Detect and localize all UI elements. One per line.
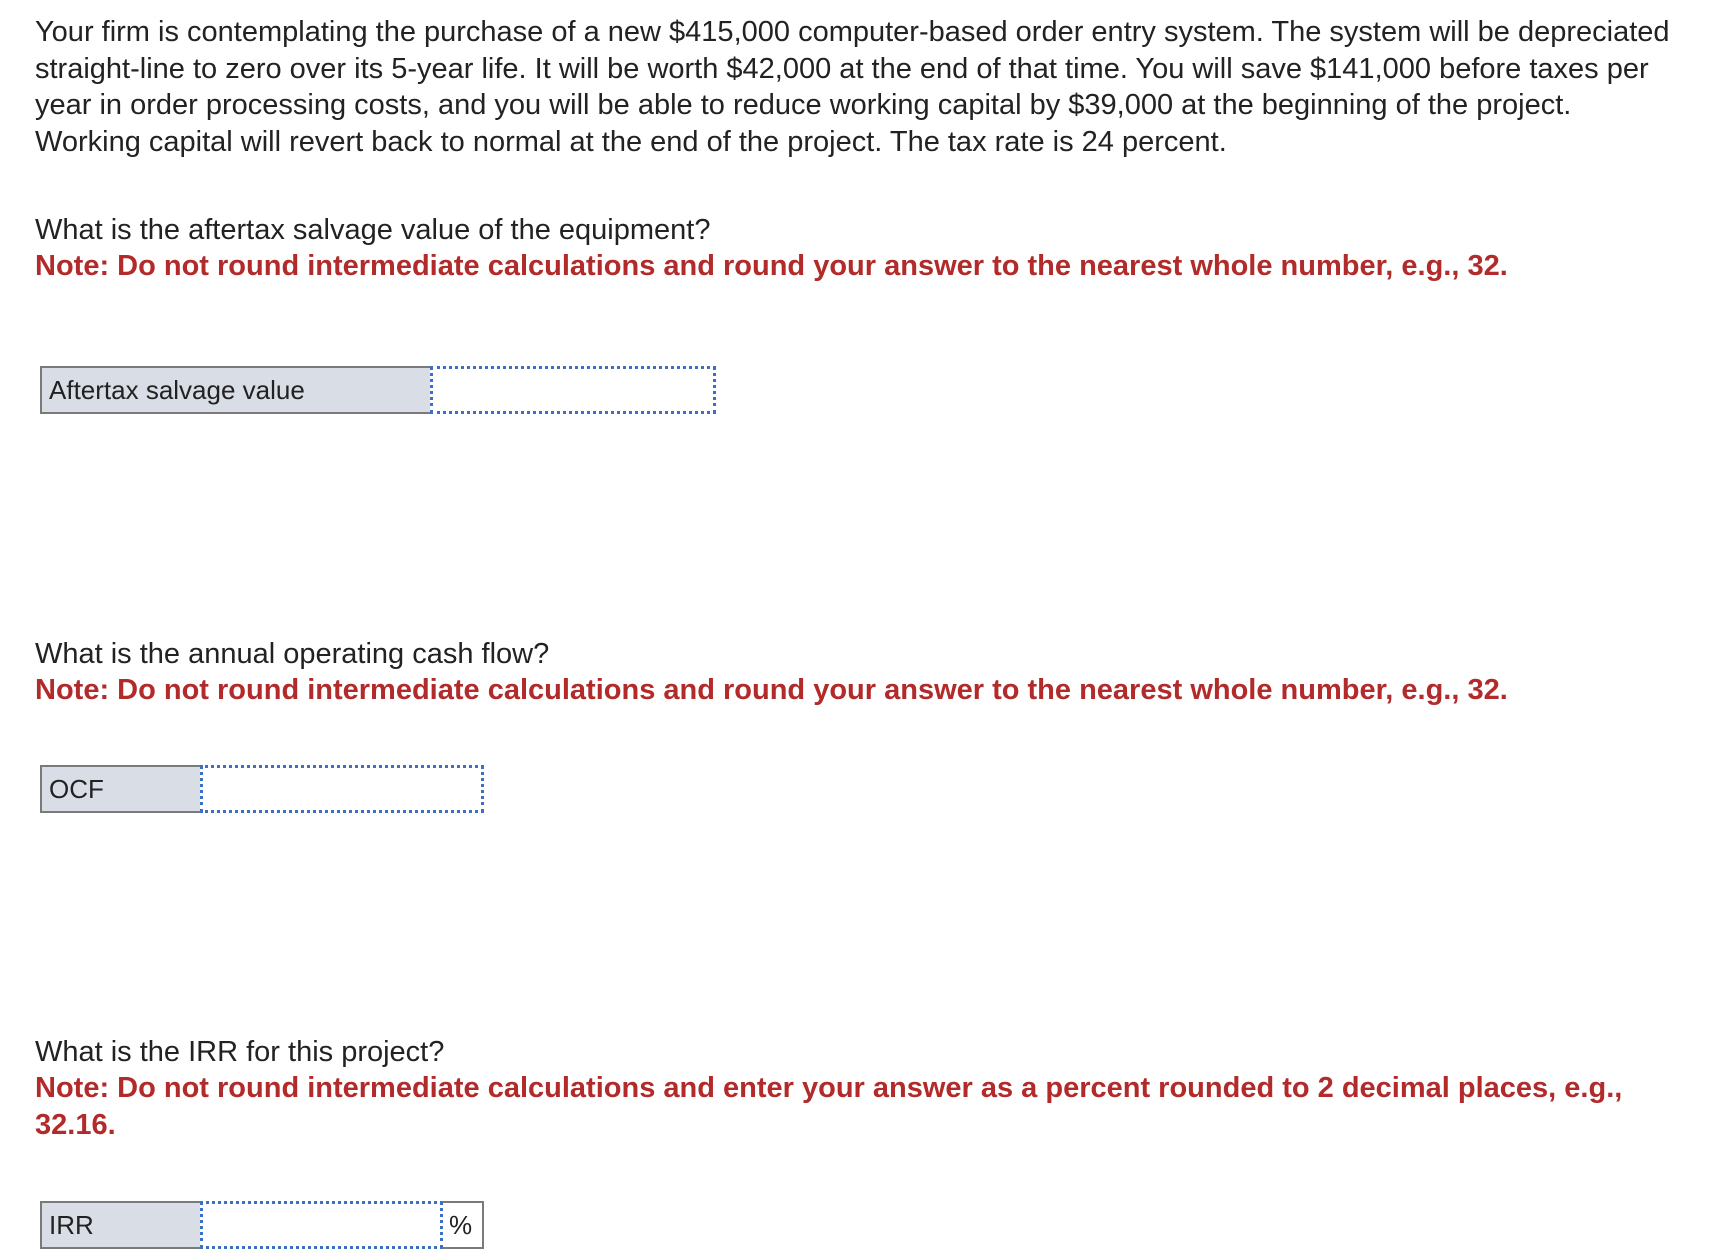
note-salvage-value: Note: Do not round intermediate calculations and round your answer to the nearest whole number, e.g., 32. bbox=[35, 250, 1508, 282]
question-ocf: What is the annual operating cash flow? bbox=[35, 638, 550, 670]
ocf-input[interactable] bbox=[200, 765, 484, 813]
question-irr: What is the IRR for this project? bbox=[35, 1036, 445, 1068]
salvage-value-input[interactable] bbox=[430, 366, 716, 414]
answer-label-irr: IRR bbox=[40, 1201, 200, 1249]
note-ocf: Note: Do not round intermediate calculations and round your answer to the nearest whole number, e.g., 32. bbox=[35, 674, 1508, 706]
note-irr: Note: Do not round intermediate calculations and enter your answer as a percent rounded to 2 decimal places, e.g., 32.16. bbox=[35, 1072, 1623, 1141]
answer-label-salvage-value: Aftertax salvage value bbox=[40, 366, 430, 414]
answer-row-ocf bbox=[40, 765, 484, 813]
answer-row-irr bbox=[40, 1201, 484, 1249]
answer-row-salvage-value bbox=[40, 366, 716, 414]
answer-label-ocf: OCF bbox=[40, 765, 200, 813]
question-salvage-value: What is the aftertax salvage value of the equipment? bbox=[35, 214, 711, 246]
irr-input[interactable] bbox=[200, 1201, 443, 1249]
percent-unit-label: % bbox=[443, 1201, 484, 1249]
problem-statement: Your firm is contemplating the purchase of a new $415,000 computer-based order entry system. The system will be depreciated straight-line to zero over its 5-year life. It will be worth $42,000 at the end of that time. You will save $141,000 before taxes per year in order processing costs, and you will be able to reduce working capital by $39,000 at the beginning of the project. Working capital will revert back to normal at the end of the project. The tax rate is 24 percent. bbox=[35, 16, 1670, 158]
problem-container bbox=[35, 14, 1695, 160]
